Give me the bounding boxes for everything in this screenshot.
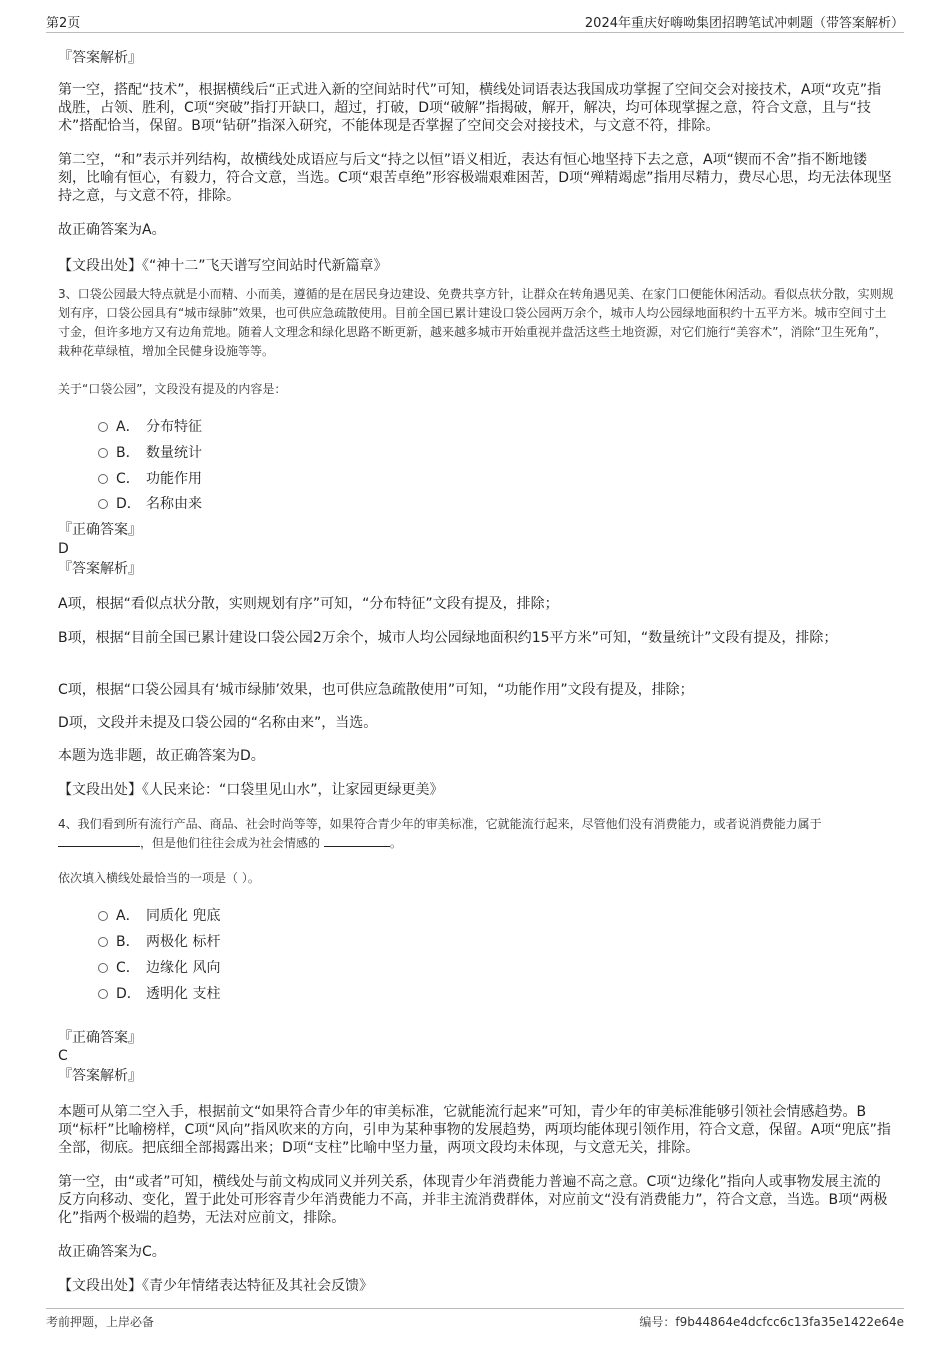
q4-conclusion: 故正确答案为C。 xyxy=(58,1244,166,1260)
footer-slogan: 考前押题，上岸必备 xyxy=(46,1315,155,1329)
q4-question: 依次填入横线处最恰当的一项是（ ）。 xyxy=(58,871,260,885)
q3-stem: 3、口袋公园最大特点就是小而精、小而美，遵循的是在居民身边建设、免费共享方针，让群众在转角遇见美、在家门口便能休闲活动。看似点状分散，实则规划有序，口袋公园具有“城市绿肺”效果，也可供应急疏散使用。目前全国已累计建设口袋公园两万余个，城市人均公园绿地面积约十五平方米。城市空间寸土寸金，但许多地方又有边角荒地。随着人文理念和绿化思路不断更新，越来越多城市开始重视并盘活这些土地资源，对它们施行“美容术”，消除“卫生死角”，栽种花草绿植，增加全民健身设施等等。 xyxy=(58,287,894,358)
q2-source: 【文段出处】《“神十二”飞天谱写空间站时代新篇章》 xyxy=(58,258,388,274)
q4-answer-label: 『正确答案』 xyxy=(58,1030,142,1046)
q3-conclusion: 本题为选非题，故正确答案为D。 xyxy=(58,748,265,764)
q4-stem: 4、我们看到所有流行产品、商品、社会时尚等等，如果符合青少年的审美标准，它就能流行起来，尽管他们没有消费能力，或者说消费能力属于 ，但是他们往往会成为社会情感的 。 xyxy=(58,817,822,850)
radio-icon[interactable] xyxy=(98,422,108,432)
q3-analysis-b: B项，根据“目前全国已累计建设口袋公园2万余个，城市人均公园绿地面积约15平方米”可知，“数量统计”文段有提及，排除； xyxy=(58,630,838,646)
footer-doc-id: 编号：f9b44864e4dcfcc6c13fa35e1422e64e xyxy=(639,1315,904,1329)
q2-analysis-para-1: 第一空，搭配“技术”，根据横线后“正式进入新的空间站时代”可知，横线处词语表达我国成功掌握了空间交会对接技术，A项“攻克”指战胜，占领、胜利，C项“突破”指打开缺口，超过，打破，D项“破解”指揭破，解开，解决，均可体现掌握之意，符合文意，且与“技术”搭配恰当，保留。B项“钻研”指深入研究，不能体现是否掌握了空间交会对接技术，与文意不符，排除。 xyxy=(58,82,882,134)
q3-analysis-d: D项，文段并未提及口袋公园的“名称由来”，当选。 xyxy=(58,715,378,731)
q4-option-a[interactable]: A． 同质化 兜底 xyxy=(98,905,220,925)
radio-icon[interactable] xyxy=(98,448,108,458)
q3-option-d[interactable]: D． 名称由来 xyxy=(98,493,202,513)
q3-option-b[interactable]: B． 数量统计 xyxy=(98,442,202,462)
q3-option-a[interactable]: A． 分布特征 xyxy=(98,416,202,436)
q3-analysis-label: 『答案解析』 xyxy=(58,561,142,577)
q3-analysis-c: C项，根据“口袋公园具有‘城市绿肺’效果，也可供应急疏散使用”可知，“功能作用”文段有提及，排除； xyxy=(58,682,694,698)
document-title: 2024年重庆好嗨呦集团招聘笔试冲刺题（带答案解析） xyxy=(584,16,904,31)
q3-analysis-a: A项，根据“看似点状分散，实则规划有序”可知，“分布特征”文段有提及，排除； xyxy=(58,596,559,612)
radio-icon[interactable] xyxy=(98,911,108,921)
blank-1[interactable] xyxy=(58,834,140,847)
q4-analysis-para-1: 本题可从第二空入手，根据前文“如果符合青少年的审美标准，它就能流行起来”可知，青少年的审美标准能够引领社会情感趋势。B项“标杆”比喻榜样，C项“风向”指风吹来的方向，引申为某种事物的发展趋势，两项均能体现引领作用，符合文意，保留。A项“兜底”指全部，彻底。把底细全部揭露出来；D项“支柱”比喻中坚力量，两项文段均未体现，与文意无关，排除。 xyxy=(58,1104,891,1156)
blank-2[interactable] xyxy=(324,834,390,847)
q3-question: 关于“口袋公园”，文段没有提及的内容是： xyxy=(58,382,287,396)
q4-source: 【文段出处】《青少年情绪表达特征及其社会反馈》 xyxy=(58,1278,373,1294)
radio-icon[interactable] xyxy=(98,474,108,484)
q3-answer: D xyxy=(58,541,69,557)
q2-analysis-para-2: 第二空，“和”表示并列结构，故横线处成语应与后文“持之以恒”语义相近，表达有恒心地坚持下去之意，A项“锲而不舍”指不断地镂刻，比喻有恒心，有毅力，符合文意，当选。C项“艰苦卓绝”形容极端艰难困苦，D项“殚精竭虑”指用尽精力，费尽心思，均无法体现坚持之意，与文意不符，排除。 xyxy=(58,152,892,204)
q4-option-c[interactable]: C． 边缘化 风向 xyxy=(98,957,220,977)
q2-analysis-label: 『答案解析』 xyxy=(58,50,142,66)
q3-source: 【文段出处】《人民来论：“口袋里见山水”，让家园更绿更美》 xyxy=(58,782,444,798)
q4-analysis-label: 『答案解析』 xyxy=(58,1068,142,1084)
q3-answer-label: 『正确答案』 xyxy=(58,522,142,538)
page-number: 第2页 xyxy=(46,16,81,31)
radio-icon[interactable] xyxy=(98,937,108,947)
q4-option-b[interactable]: B． 两极化 标杆 xyxy=(98,931,220,951)
radio-icon[interactable] xyxy=(98,963,108,973)
radio-icon[interactable] xyxy=(98,989,108,999)
radio-icon[interactable] xyxy=(98,499,108,509)
q2-conclusion: 故正确答案为A。 xyxy=(58,222,166,238)
q4-option-d[interactable]: D． 透明化 支柱 xyxy=(98,983,220,1003)
q3-option-c[interactable]: C． 功能作用 xyxy=(98,468,202,488)
q4-analysis-para-2: 第一空，由“或者”可知，横线处与前文构成同义并列关系，体现青少年消费能力普遍不高之意。C项“边缘化”指向人或事物发展主流的反方向移动、变化，置于此处可形容青少年消费能力不高，并非主流消费群体，对应前文“没有消费能力”，符合文意，当选。B项“两极化”指两个极端的趋势，无法对应前文，排除。 xyxy=(58,1174,888,1226)
page-header xyxy=(46,12,904,33)
q4-answer: C xyxy=(58,1048,68,1064)
page-footer xyxy=(46,1308,904,1331)
